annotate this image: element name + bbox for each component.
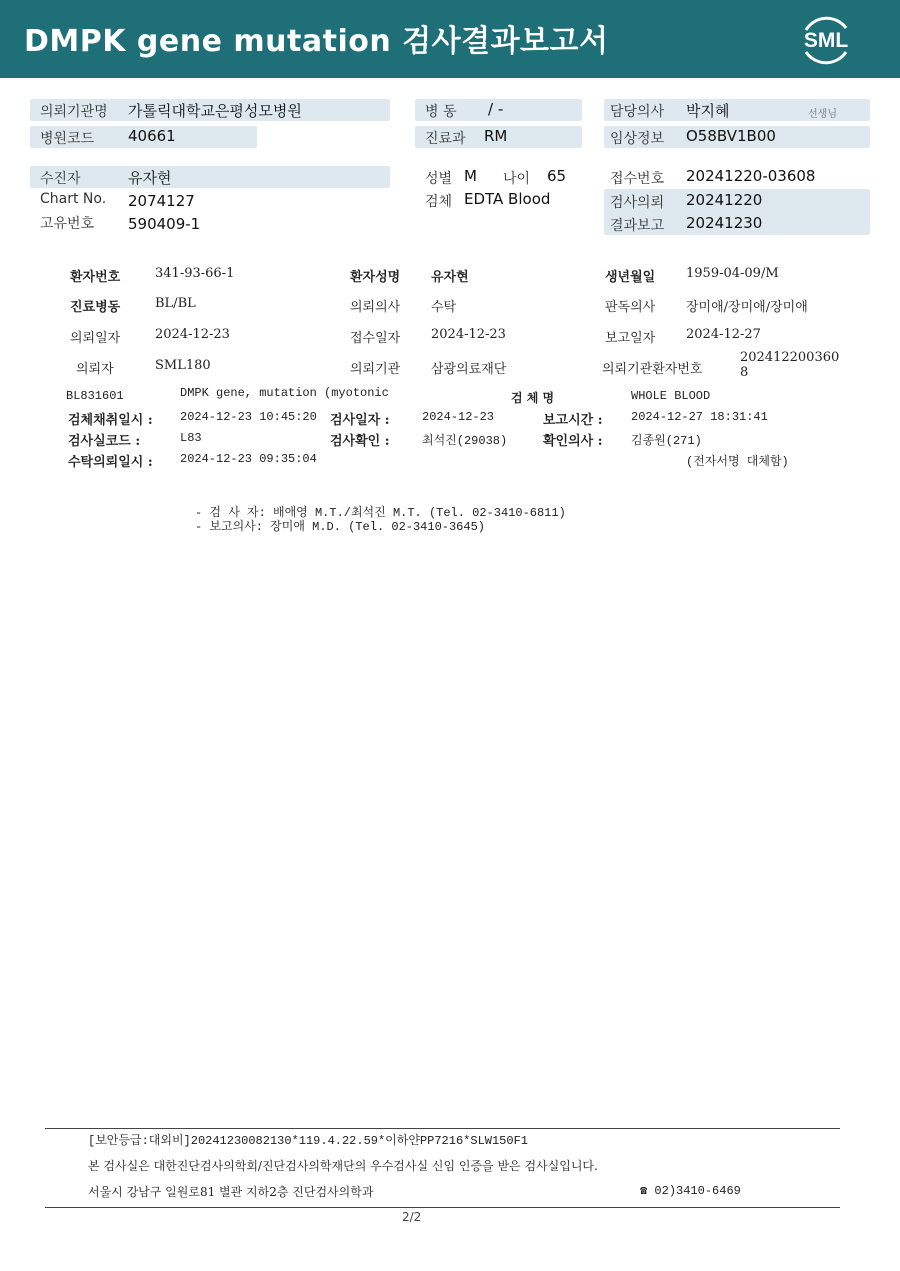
scan-inst-patient-no-value-cont: 8 [740, 365, 749, 380]
scan-inst-patient-no-value: 202412200360 [740, 350, 840, 365]
scan-report-time-value: 2024-12-27 18:31:41 [631, 410, 768, 424]
unique-value: 590409-1 [128, 215, 201, 233]
scan-report-date-value: 2024-12-27 [686, 327, 761, 342]
scan-patient-no-value: 341-93-66-1 [155, 266, 235, 281]
receipt-label: 접수번호 [610, 171, 665, 187]
scan-patient-no-label: 환자번호 [70, 270, 121, 285]
sml-logo [796, 12, 856, 68]
ward-value: / - [488, 100, 504, 118]
institution-label: 의뢰기관명 [40, 104, 108, 120]
scan-birth-label: 생년월일 [605, 270, 656, 285]
footer-security: [보안등급:대외비]20241230082130*119.4.22.59*이하얀PP7216*SLW150F1 [88, 1134, 528, 1148]
doctor-value: 박지혜 [686, 102, 730, 120]
scan-req-date-label: 의뢰일자 [70, 331, 121, 346]
scan-receipt-date-value: 2024-12-23 [431, 327, 506, 342]
footer-certification: 본 검사실은 대한진단검사의학회/진단검사의학재단의 우수검사실 신임 인증을 받은 검사실입니다. [88, 1159, 598, 1173]
scan-consign-label: 수탁의뢰일시 : [68, 455, 153, 470]
scan-test-code: BL831601 [66, 389, 124, 403]
scan-receipt-date-label: 접수일자 [350, 331, 401, 346]
dept-value: RM [484, 127, 508, 145]
footer-top-rule [45, 1128, 840, 1129]
scan-test-confirm-label: 검사확인 : [330, 434, 390, 449]
dept-label: 진료과 [425, 131, 466, 147]
sex-value: M [464, 167, 477, 185]
scan-collect-value: 2024-12-23 10:45:20 [180, 410, 317, 424]
report-title: DMPK gene mutation 검사결과보고서 [24, 24, 609, 59]
footer-bottom-rule [45, 1207, 840, 1208]
scan-req-institution-label: 의뢰기관 [350, 362, 401, 377]
scan-specimen-value: WHOLE BLOOD [631, 389, 711, 403]
patient-label: 수진자 [40, 171, 81, 187]
scan-specimen-label: 검 체 명 [511, 391, 555, 405]
scan-reporter-line: - 보고의사: 장미애 M.D. (Tel. 02-3410-3645) [195, 520, 485, 534]
institution-value: 가톨릭대학교은평성모병원 [128, 102, 302, 120]
clinical-label: 임상정보 [610, 131, 665, 147]
scan-patient-name-label: 환자성명 [350, 270, 401, 285]
request-label: 검사의뢰 [610, 195, 665, 211]
scan-inst-patient-no-label: 의뢰기관환자번호 [602, 362, 703, 377]
scan-lab-code-label: 검사실코드 : [68, 434, 141, 449]
hospital-code-value: 40661 [128, 127, 176, 145]
scan-reading-doctor-value: 장미애/장미애/장미애 [686, 300, 808, 315]
scan-ward-label: 진료병동 [70, 300, 121, 315]
scan-test-confirm-value: 최석진(29038) [422, 434, 508, 448]
scan-birth-value: 1959-04-09/M [686, 266, 779, 281]
scan-req-doctor-label: 의뢰의사 [350, 300, 401, 315]
scan-req-date-value: 2024-12-23 [155, 327, 230, 342]
clinical-value: O58BV1B00 [686, 127, 776, 145]
scan-confirm-doctor-value: 김종원(271) [631, 434, 702, 448]
result-label: 결과보고 [610, 218, 665, 234]
scan-test-name: DMPK gene, mutation (myotonic [180, 386, 389, 400]
scan-ward-value: BL/BL [155, 296, 196, 311]
scan-test-date-label: 검사일자 : [330, 413, 390, 428]
scan-lab-code-value: L83 [180, 431, 202, 445]
scan-collect-label: 검체채취일시 : [68, 413, 153, 428]
footer-phone: ☎ 02)3410-6469 [640, 1184, 741, 1198]
scan-e-signature: (전자서명 대체함) [686, 455, 789, 469]
request-value: 20241220 [686, 191, 763, 209]
age-label: 나이 [503, 171, 531, 187]
sex-label: 성별 [425, 171, 453, 187]
scan-req-doctor-value: 수탁 [431, 300, 457, 315]
unique-label: 고유번호 [40, 216, 95, 232]
patient-bar [30, 166, 390, 188]
doctor-label: 담당의사 [610, 104, 665, 120]
scan-requester-label: 의뢰자 [76, 362, 114, 377]
chart-label: Chart No. [40, 191, 107, 207]
specimen-label: 검체 [425, 194, 453, 210]
scan-report-date-label: 보고일자 [605, 331, 656, 346]
patient-value: 유자현 [128, 169, 172, 187]
scan-reading-doctor-label: 판독의사 [605, 300, 656, 315]
result-value: 20241230 [686, 214, 763, 232]
scan-req-institution-value: 삼광의료재단 [431, 362, 507, 377]
report-header [0, 0, 900, 78]
page-number: 2/2 [402, 1210, 422, 1224]
specimen-value: EDTA Blood [464, 190, 551, 208]
scan-requester-value: SML180 [155, 358, 211, 373]
ward-label: 병 동 [425, 104, 457, 120]
doctor-suffix: 선생님 [808, 109, 837, 120]
scan-tester-line: - 검 사 자: 배애영 M.T./최석진 M.T. (Tel. 02-3410-6811) [195, 506, 566, 520]
hospital-code-label: 병원코드 [40, 131, 95, 147]
scan-test-date-value: 2024-12-23 [422, 410, 495, 424]
sml-logo-text: SML [803, 29, 849, 52]
scan-report-time-label: 보고시간 : [543, 413, 603, 428]
chart-value: 2074127 [128, 192, 195, 210]
footer-address: 서울시 강남구 일원로81 별관 지하2층 진단검사의학과 [88, 1185, 374, 1199]
age-value: 65 [547, 167, 567, 185]
receipt-value: 20241220-03608 [686, 167, 816, 185]
scan-patient-name-value: 유자현 [431, 270, 469, 285]
scan-confirm-doctor-label: 확인의사 : [543, 434, 603, 449]
scan-consign-value: 2024-12-23 09:35:04 [180, 452, 317, 466]
